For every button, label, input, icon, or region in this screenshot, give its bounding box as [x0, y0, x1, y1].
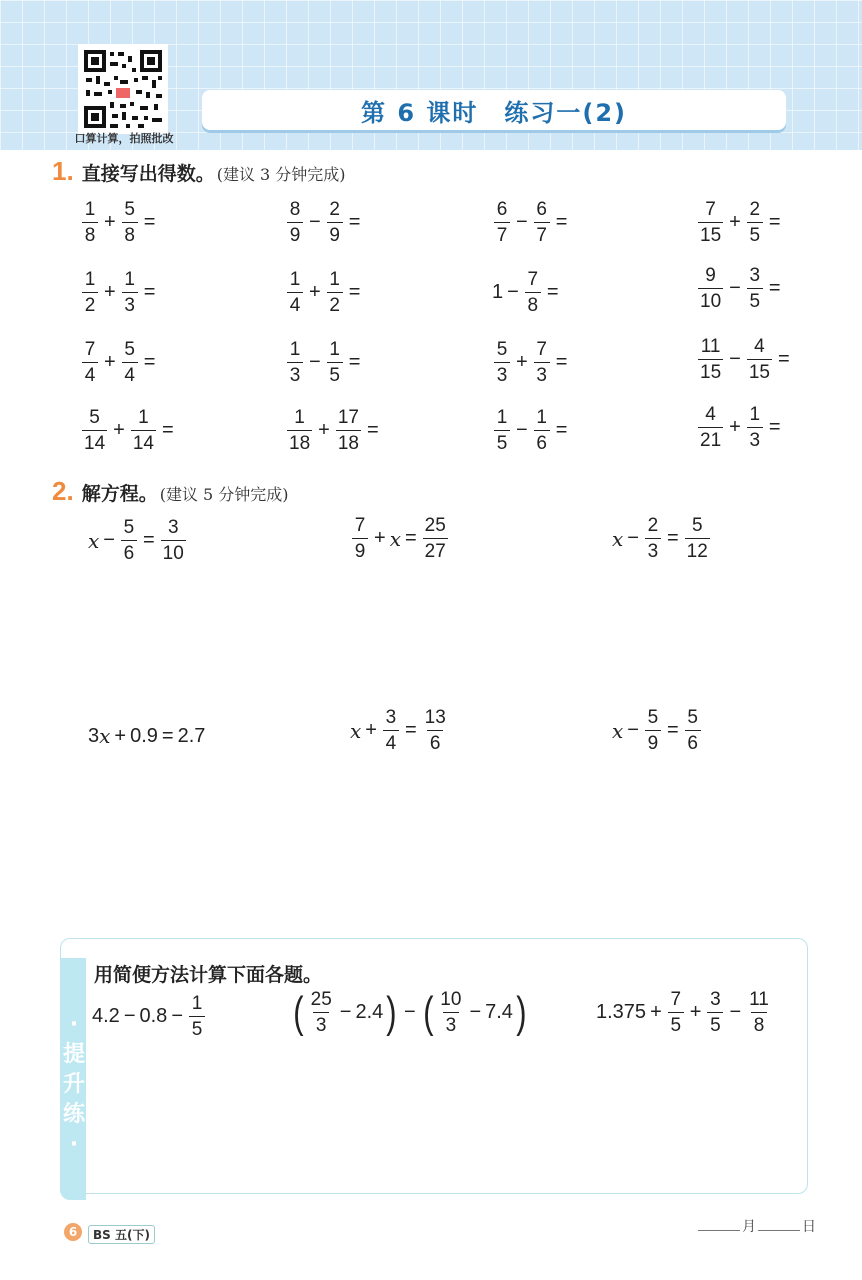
date-fill-in [696, 1216, 816, 1236]
fraction: $\frac{1}{3}$ [747, 405, 763, 450]
problem-3-2: ( $\frac{25}{3}$ − 2.4 ) − ( $\frac{10}{3}$ − 7.4 ) [293, 987, 527, 1037]
equation-2-2: $\frac{7}{9}$ + x = $\frac{25}{27}$ [350, 516, 450, 561]
section-2-hint: (建议 5 分钟完成) [159, 485, 289, 504]
equation-2-1: x − $\frac{5}{6}$ = $\frac{3}{10}$ [88, 517, 184, 564]
section-1-number: 1. [52, 156, 74, 186]
day-label: 日 [802, 1219, 816, 1235]
equation-2-6: x − $\frac{5}{9}$ = $\frac{5}{6}$ [612, 708, 703, 753]
month-blank[interactable] [698, 1230, 740, 1231]
problem-1-10: $\frac{1}{3}$ − $\frac{1}{5}$ = [285, 340, 364, 385]
problem-1-3: $\frac{6}{7}$ − $\frac{6}{7}$ = [492, 200, 571, 245]
section-1-title: 直接写出得数。 [81, 163, 215, 185]
fraction: $\frac{5}{12}$ [686, 515, 708, 562]
fraction: $\frac{1}{5}$ [494, 408, 510, 453]
problem-1-9: $\frac{7}{4}$ + $\frac{5}{4}$ = [80, 340, 159, 385]
problem-1-12: $\frac{11}{15}$ − $\frac{4}{15}$ = [700, 336, 790, 383]
fraction: $\frac{1}{8}$ [82, 200, 98, 245]
fraction: $\frac{2}{9}$ [327, 200, 343, 245]
lesson-title-bar [202, 90, 786, 130]
fraction: $\frac{9}{10}$ [700, 265, 722, 312]
fraction: $\frac{1}{5}$ [189, 994, 205, 1039]
equation-2-5: x + $\frac{3}{4}$ = $\frac{13}{6}$ [350, 707, 446, 754]
fraction: $\frac{6}{7}$ [534, 200, 550, 245]
problem-1-7: 1 − $\frac{7}{8}$ = [492, 269, 559, 316]
fraction: $\frac{7}{15}$ [700, 199, 722, 246]
fraction: $\frac{7}{3}$ [534, 340, 550, 385]
fraction: $\frac{1}{2}$ [82, 270, 98, 315]
fraction: $\frac{10}{3}$ [440, 989, 462, 1036]
fraction: $\frac{5}{8}$ [122, 200, 138, 245]
problem-1-15: $\frac{1}{5}$ − $\frac{1}{6}$ = [492, 408, 571, 453]
fraction: $\frac{7}{4}$ [82, 340, 98, 385]
month-label: 月 [742, 1219, 756, 1235]
problem-3-1: 4.2 − 0.8 − $\frac{1}{5}$ [92, 994, 207, 1039]
equation-2-4: 3 x + 0.9 = 2.7 [88, 724, 206, 748]
section-2-heading [52, 476, 289, 507]
fraction: $\frac{5}{6}$ [685, 708, 701, 753]
problem-1-2: $\frac{8}{9}$ − $\frac{2}{9}$ = [285, 200, 364, 245]
problem-1-14: $\frac{1}{18}$ + $\frac{17}{18}$ = [289, 407, 379, 454]
fraction: $\frac{4}{21}$ [700, 404, 722, 451]
section-3-title: 用简便方法计算下面各题。 [94, 964, 323, 986]
fraction: $\frac{17}{18}$ [337, 407, 359, 454]
fraction: $\frac{8}{9}$ [287, 200, 303, 245]
fraction: $\frac{11}{15}$ [700, 336, 722, 383]
fraction: $\frac{3}{5}$ [747, 266, 763, 311]
problem-1-11: $\frac{5}{3}$ + $\frac{7}{3}$ = [492, 340, 571, 385]
fraction: $\frac{6}{7}$ [494, 200, 510, 245]
qr-code-icon[interactable] [78, 44, 168, 134]
fraction: $\frac{3}{10}$ [162, 517, 184, 564]
fraction: $\frac{7}{9}$ [352, 516, 368, 561]
book-edition-label: BS 五(下) [88, 1225, 155, 1244]
fraction: $\frac{5}{14}$ [84, 407, 106, 454]
fraction: $\frac{2}{5}$ [747, 200, 763, 245]
problem-1-16: $\frac{4}{21}$ + $\frac{1}{3}$ = [700, 404, 781, 451]
problem-1-1: $\frac{1}{8}$ + $\frac{5}{8}$ = [80, 200, 159, 245]
page-title: 第 6 课时 练习一(2) [360, 98, 628, 127]
section-1-hint: (建议 3 分钟完成) [216, 165, 346, 184]
fraction: $\frac{25}{3}$ [310, 989, 332, 1036]
advanced-practice-tab-label: ·提升练· [63, 1012, 86, 1157]
fraction: $\frac{11}{8}$ [749, 989, 769, 1036]
fraction: $\frac{1}{4}$ [287, 270, 303, 315]
problem-1-6: $\frac{1}{4}$ + $\frac{1}{2}$ = [285, 270, 364, 315]
problem-1-13: $\frac{5}{14}$ + $\frac{1}{14}$ = [84, 407, 174, 454]
fraction: $\frac{25}{27}$ [424, 515, 446, 562]
page-number-badge: 6 [64, 1223, 82, 1241]
fraction: $\frac{1}{3}$ [287, 340, 303, 385]
fraction: $\frac{1}{14}$ [132, 407, 154, 454]
problem-1-5: $\frac{1}{2}$ + $\frac{1}{3}$ = [80, 270, 159, 315]
header-banner [0, 0, 862, 150]
fraction: $\frac{1}{3}$ [122, 270, 138, 315]
fraction: $\frac{5}{9}$ [645, 708, 661, 753]
fraction: $\frac{5}{4}$ [122, 340, 138, 385]
day-blank[interactable] [758, 1230, 800, 1231]
fraction: $\frac{1}{5}$ [327, 340, 343, 385]
fraction: $\frac{2}{3}$ [645, 516, 661, 561]
fraction: $\frac{1}{18}$ [289, 407, 311, 454]
problem-1-4: $\frac{7}{15}$ + $\frac{2}{5}$ = [700, 199, 781, 246]
equation-2-3: x − $\frac{2}{3}$ = $\frac{5}{12}$ [612, 515, 708, 562]
section-2-title: 解方程。 [81, 483, 158, 505]
fraction: $\frac{1}{2}$ [327, 270, 343, 315]
qr-caption: 口算计算，拍照批改 [74, 132, 174, 145]
fraction: $\frac{5}{6}$ [121, 518, 137, 563]
problem-1-8: $\frac{9}{10}$ − $\frac{3}{5}$ = [700, 265, 781, 312]
section-1-heading [52, 156, 346, 187]
section-2-number: 2. [52, 476, 74, 506]
fraction: $\frac{1}{6}$ [534, 408, 550, 453]
fraction: $\frac{7}{5}$ [668, 990, 684, 1035]
fraction: $\frac{3}{4}$ [383, 708, 399, 753]
fraction: $\frac{7}{8}$ [525, 270, 541, 315]
fraction: $\frac{3}{5}$ [707, 990, 723, 1035]
fraction: $\frac{13}{6}$ [424, 707, 446, 754]
fraction: $\frac{5}{3}$ [494, 340, 510, 385]
fraction: $\frac{4}{15}$ [748, 336, 770, 383]
problem-3-3: 1.375 + $\frac{7}{5}$ + $\frac{3}{5}$ − $\frac{11}{8}$ [596, 989, 769, 1036]
